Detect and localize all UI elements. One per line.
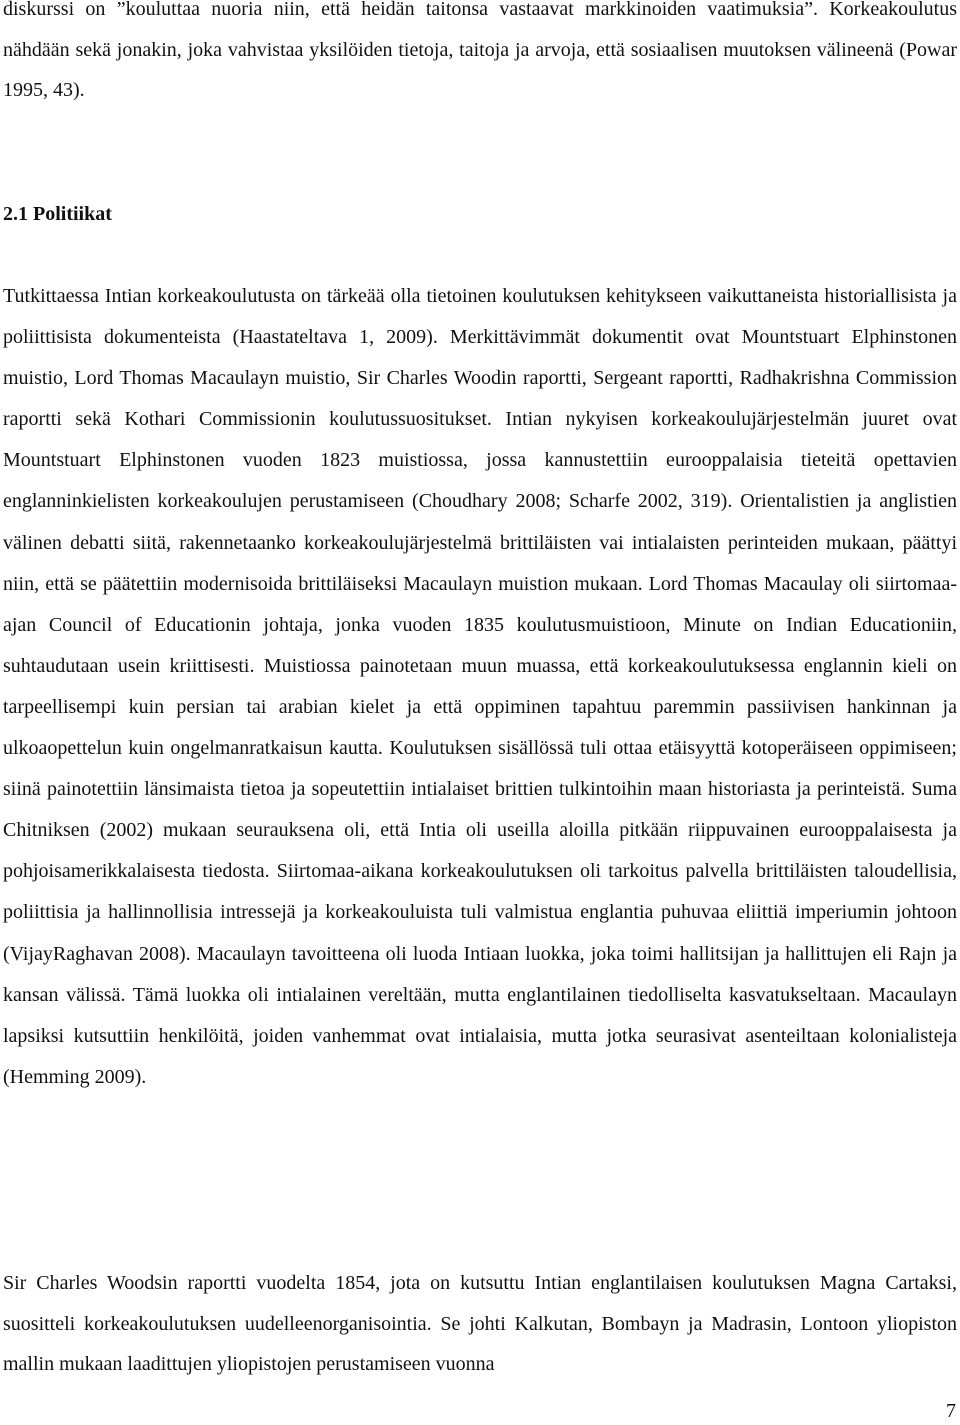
paragraph-main: Tutkittaessa Intian korkeakoulutusta on tärkeää olla tietoinen koulutuksen kehitykseen vaikuttaneista historiallisista ja poliittisista dokumenteista (Haastateltava 1, 2009). Merkittävimmät dokumentit ovat Mountstuart Elphinstonen muistio, Lord Thomas Macaulayn muistio, Sir Charles Woodin raportti, Sergeant raportti, Radhakrishna Commission raportti sekä Kothari Commissionin koulutussuositukset. Intian nykyisen korkeakoulujärjestelmän juuret ovat Mountstuart Elphinstonen vuoden 1823 muistiossa, jossa kannustettiin eurooppalaisia tieteitä opettavien englanninkielisten korkeakoulujen perustamiseen (Choudhary 2008; Scharfe 2002, 319). Orientalistien ja anglistien välinen debatti siitä, rakennetaanko korkeakoulujärjestelmä brittiläisten vai intialaisten perinteiden mukaan, päättyi niin, että se päätettiin modernisoida brittiläiseksi Macaulayn muistion mukaan. Lord Thomas Macaulay oli siirtomaa-ajan Council of Educationin johtaja, jonka vuoden 1835 koulutusmuistioon, Minute on Indian Educationiin, suhtaudutaan usein kriittisesti. Muistiossa painotetaan muun muassa, että korkeakoulutuksessa englannin kieli on tarpeellisempi kuin persian tai arabian kielet ja että oppiminen tapahtuu paremmin passiivisen hankinnan ja ulkoaopettelun kuin ongelmanratkaisun kautta. Koulutuksen sisällössä tuli ottaa etäisyyttä kotoperäiseen oppimiseen; siinä painotettiin länsimaista tietoa ja sopeutettiin intialaiset brittien tulkintoihin maan historiasta ja perinteistä. Suma Chitniksen (2002) mukaan seurauksena oli, että Intia oli useilla aloilla pitkään riippuvainen eurooppalaisesta ja pohjoisamerikkalaisesta tiedosta. Siirtomaa-aikana korkeakoulutuksen oli tarkoitus palvella brittiläisten taloudellisia, poliittisia ja hallinnollisia intressejä ja korkeakouluista tuli valmistua englantia puhuvaa eliittiä imperiumin johtoon (VijayRaghavan 2008). Macaulayn tavoitteena oli luoda Intiaan luokka, joka toimi hallitsijan ja hallittujen eli Rajn ja kansan välissä. Tämä luokka oli intialainen vereltään, mutta englantilainen tiedolliselta kasvatukseltaan. Macaulayn lapsiksi kutsuttiin henkilöitä, joiden vanhemmat ovat intialaisia, mutta jotka seurasivat asenteiltaan kolonialisteja (Hemming 2009). [3,285,957,1088]
paragraph-last: Sir Charles Woodsin raportti vuodelta 1854, jota on kutsuttu Intian englantilaisen koulutuksen Magna Cartaksi, suositteli korkeakoulutuksen uudelleenorganisointia. Se johti Kalkutan, Bombayn ja Madrasin, Lontoon yliopiston mallin mukaan laadittujen yliopistojen perustamiseen vuonna [3,1272,957,1376]
page-number: 7 [946,1400,956,1422]
paragraph-top: diskurssi on ”kouluttaa nuoria niin, että heidän taitonsa vastaavat markkinoiden vaatimuksia”. Korkeakoulutus nähdään sekä jonakin, joka vahvistaa yksilöiden tietoja, taitoja ja arvoja, että sosiaalisen muutoksen välineenä (Powar 1995, 43). [3,0,957,101]
section-heading: 2.1 Politiikat [3,203,112,225]
